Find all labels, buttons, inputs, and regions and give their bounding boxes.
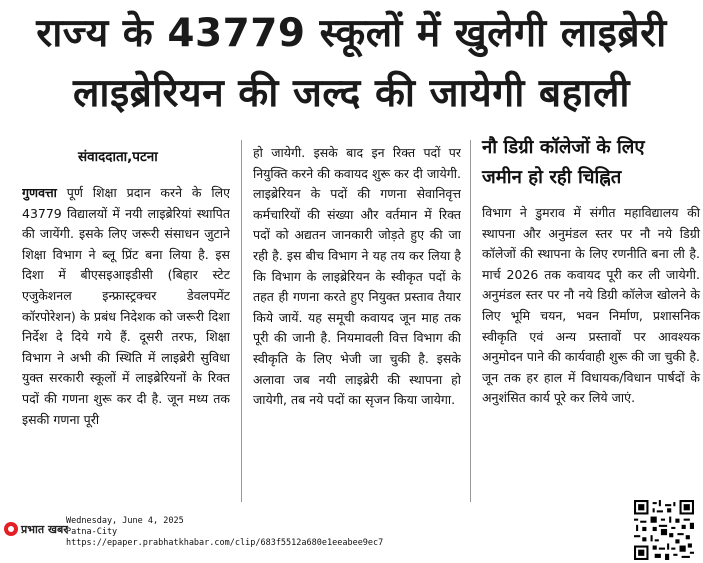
article-column-1-text: पूर्ण शिक्षा प्रदान करने के लिए 43779 विद्यालयों में नयी लाइब्रेरियां स्थापित की जायेंगी. इसके लिए जरूरी संसाधन जुटाने शिक्षा विभाग ने ब्लू प्रिंट बना लिया है. इस दिशा में बीएसइआइडीसी (बिहार स्टेट एजुकेशनल इन्फ्रास्ट्रक्चर डेवलपमेंट कॉरपोरेशन) के प्रबंध निदेशक को जरूरी दिशा निर्देश दे दिये गये हैं. दूसरी तरफ, शिक्षा विभाग ने अभी की स्थिति में लाइब्रेरी सुविधा युक्त सरकारी स्कूलों में लाइब्रेरियनों के रिक्त पदों की गणना शुरू कर दी है. जून मध्य तक इसकी गणना पूरी	[22, 185, 230, 427]
sidebar-box	[478, 133, 700, 503]
logo-text: प्रभात खबर	[21, 522, 68, 536]
newspaper-logo	[4, 518, 68, 540]
headline-line-2: लाइब्रेरियन की जल्द की जायेगी बहाली	[72, 71, 631, 116]
headline-line-1: राज्य के 43779 स्कूलों में खुलेगी लाइब्रेरी	[36, 11, 667, 56]
byline: संवाददाता,पटना	[78, 149, 158, 165]
article-column-2: हो जायेगी. इसके बाद इन रिक्त पदों पर नियुक्ति करने की कवायद शुरू कर दी जायेगी. लाइब्रेरियन के पदों की गणना सेवानिवृत्त कर्मचारियों की संख्या और वर्तमान में रिक्त पदों को अद्यतन जानकारी जोड़ते हुए की जा रही है. इस बीच विभाग ने यह तय कर लिया है कि विभाग के लाइब्रेरियन के स्वीकृत पदों के तहत ही गणना करते हुए नियुक्त प्रस्ताव तैयार किये जायें. यह समूची कवायद जून माह तक पूरी की जानी है. नियमावली वित्त विभाग की स्वीकृति के लिए भेजी जा चुकी है. इसके अलावा जब नयी लाइब्रेरी की स्थापना हो जायेगी, तब नये पदों का सृजन किया जायेगा.	[253, 145, 461, 408]
clip-edition: Patna-City	[66, 527, 118, 537]
sidebar-body: विभाग ने डुमराव में संगीत महाविद्यालय की स्थापना और अनुमंडल स्तर पर नौ नये डिग्री कॉलेजों की स्थापना के लिए रणनीति बना ली है. मार्च 2026 तक कवायद पूरी कर ली जायेगी. अनुमंडल स्तर पर नौ नये डिग्री कॉलेज खोलने के लिए भूमि चयन, भवन निर्माण, प्रशासनिक स्वीकृति एवं अन्य प्रस्तावों पर आवश्यक अनुमोदन पाने की कार्यवाही शुरू की जा चुकी है. जून तक हर हाल में विधायक/विधान पार्षदों के अनुशंसित कार्य पूरे कर लिये जाएं.	[482, 205, 700, 406]
clip-metadata	[66, 516, 383, 549]
qr-code-icon	[634, 500, 694, 560]
article-column-1	[22, 183, 230, 503]
clip-date: Wednesday, June 4, 2025	[66, 516, 184, 526]
column-divider	[470, 140, 471, 502]
sidebar-title-line-1: नौ डिग्री कॉलेजों के लिए	[482, 137, 645, 158]
lead-word: गुणवत्ता	[22, 185, 57, 200]
clip-url[interactable]: https://epaper.prabhatkhabar.com/clip/683f5512a680e1eeabee9ec7	[66, 538, 384, 548]
logo-mark-icon	[4, 522, 18, 536]
sidebar-title-line-2: जमीन हो रही चिह्नित	[482, 167, 622, 188]
column-divider	[241, 140, 242, 502]
